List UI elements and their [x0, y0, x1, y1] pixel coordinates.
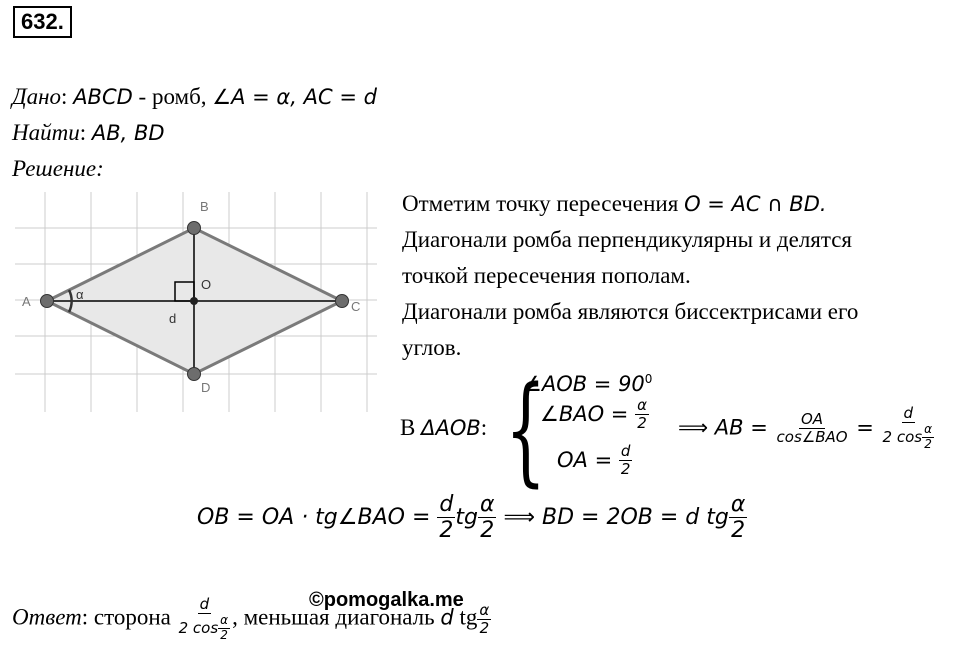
answer-f2-num: α	[479, 600, 490, 619]
ob-f1-den: 2	[439, 518, 454, 544]
system-brace: {	[505, 360, 547, 498]
result-ab	[678, 405, 936, 452]
point-c	[336, 295, 349, 308]
rhombus-figure	[15, 192, 377, 412]
r1-den: cos∠BAO	[776, 427, 848, 446]
eq-oa-den: 2	[620, 460, 631, 479]
text-line-5: углов.	[402, 335, 462, 360]
answer-text2: , меньшая диагональ	[232, 604, 441, 630]
triangle-prefix-text: В	[400, 415, 422, 440]
point-a	[41, 295, 54, 308]
answer-line	[12, 596, 491, 643]
label-b: B	[200, 199, 209, 214]
ob-mid: ⟹ BD = 2OB = d tg	[503, 504, 729, 530]
eq-aob	[523, 372, 652, 396]
degree-sup: 0	[644, 372, 653, 386]
ob-f2-num: α	[479, 492, 495, 517]
ob-f3-den: 2	[731, 518, 746, 544]
r2-den-num: α	[924, 422, 933, 437]
triangle-prefix	[400, 414, 487, 442]
ob-f1-num: d	[439, 492, 454, 517]
text-line-3: точкой пересечения пополам.	[402, 263, 691, 288]
answer-f-den-den: 2	[220, 628, 228, 643]
point-d	[188, 368, 201, 381]
label-alpha: α	[76, 287, 84, 302]
label-a: A	[22, 294, 31, 309]
given-figure: ABCD	[73, 85, 133, 109]
eq-aob-text: ∠AOB = 90	[523, 372, 645, 396]
answer-tg: tg	[453, 604, 478, 630]
text-line-4: Диагонали ромба являются биссектрисами его	[402, 299, 859, 324]
find-line: Найти: AB, BD	[12, 120, 165, 145]
given-label: Дано	[12, 84, 62, 109]
answer-text1: : сторона	[81, 604, 177, 630]
label-o: O	[201, 277, 212, 292]
result-ab-left: ⟹ AB =	[678, 415, 768, 440]
given-conditions: ∠A = α, AC = d	[212, 85, 377, 109]
solution-label-text: Решение	[12, 156, 97, 181]
r1-num: OA	[801, 409, 824, 428]
eq-oa	[557, 443, 632, 479]
given-line: Дано: ABCD - ромб, ∠A = α, AC = d	[12, 84, 377, 109]
ob-f3-num: α	[730, 492, 746, 517]
eq-bao	[540, 397, 649, 433]
point-b	[188, 222, 201, 235]
text-line-1-text: Отметим точку пересечения	[402, 191, 685, 216]
text-line-1-math: O = AC ∩ BD.	[684, 192, 827, 216]
answer-math: d	[440, 605, 454, 630]
eq-oa-num: d	[620, 442, 631, 460]
answer-f-den-num: α	[220, 613, 229, 628]
triangle-colon: :	[480, 415, 488, 440]
text-line-1	[402, 190, 827, 218]
triangle-name: ΔAOB	[421, 416, 481, 440]
answer-f2-den: 2	[479, 618, 490, 637]
find-targets: AB, BD	[91, 121, 165, 145]
r2-num: d	[903, 404, 914, 422]
r2-den-pre: 2 cos	[882, 428, 923, 447]
watermark: ©pomogalka.me	[309, 589, 464, 611]
text-line-2: Диагонали ромба перпендикулярны и делятся	[402, 227, 853, 252]
point-o	[190, 297, 198, 305]
eq-oa-left: OA =	[557, 447, 613, 472]
given-text: - ромб,	[132, 84, 213, 109]
problem-number: 632.	[13, 6, 72, 38]
answer-f-den-pre: 2 cos	[178, 619, 219, 638]
label-d: D	[201, 380, 211, 395]
ob-line	[197, 492, 747, 544]
ob-left: OB = OA · tg∠BAO =	[197, 504, 431, 530]
ob-tg: tg	[455, 504, 478, 530]
solution-label: Решение:	[12, 156, 104, 181]
label-c: C	[351, 299, 361, 314]
eq-bao-left: ∠BAO =	[540, 401, 629, 426]
answer-f-num: d	[199, 595, 210, 613]
r2-eq: =	[856, 415, 874, 440]
ob-f2-den: 2	[480, 518, 495, 544]
label-d-length: d	[169, 311, 177, 326]
answer-label: Ответ	[12, 604, 82, 630]
r2-den-den: 2	[924, 437, 932, 452]
find-label: Найти	[12, 120, 80, 145]
eq-bao-den: 2	[637, 414, 647, 433]
eq-bao-num: α	[637, 396, 647, 414]
